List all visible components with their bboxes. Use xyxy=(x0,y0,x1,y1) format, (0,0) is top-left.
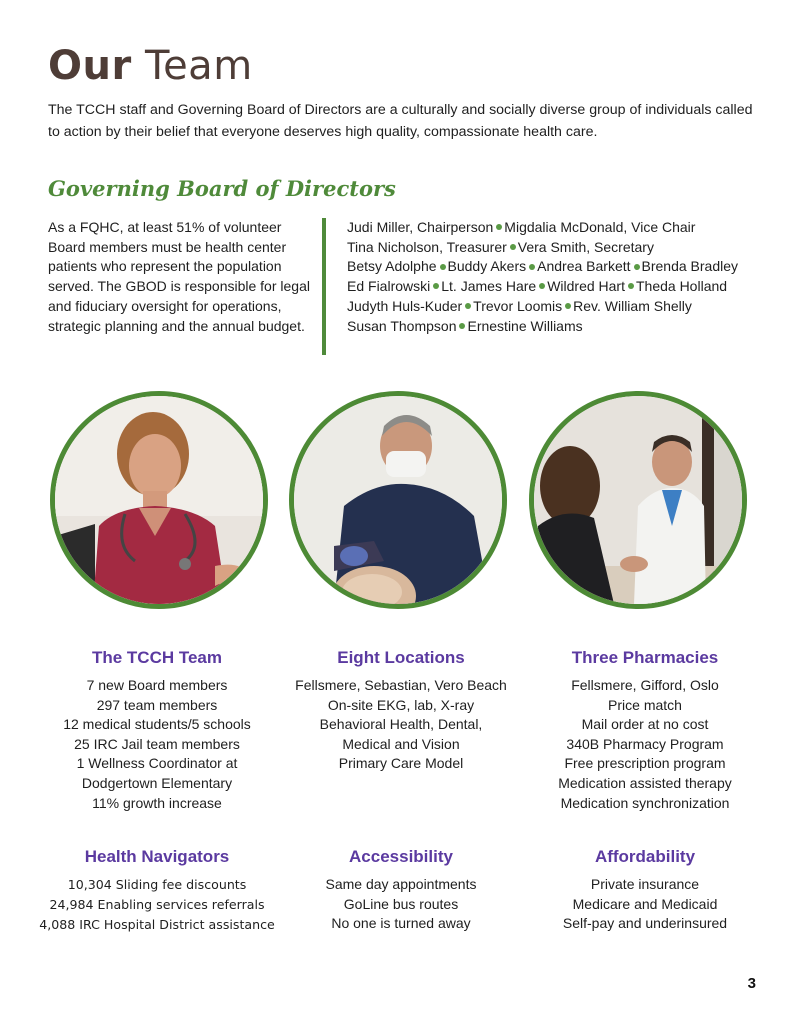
highlight-list xyxy=(27,875,287,935)
board-member-name: Brenda Bradley xyxy=(641,258,739,275)
highlight-item: 297 team members xyxy=(96,696,218,713)
highlight-health-navigators xyxy=(27,847,287,935)
highlight-list xyxy=(271,676,531,774)
board-member-name: Judyth Huls-Kuder xyxy=(347,297,463,314)
highlight-item: Fellsmere, Sebastian, Vero Beach xyxy=(295,677,507,693)
bullet-dot-icon xyxy=(465,303,471,309)
title-bold: Our xyxy=(48,43,132,89)
photo-staff-member xyxy=(50,391,268,609)
highlight-item: Same day appointments xyxy=(325,876,477,892)
bullet-dot-icon xyxy=(628,283,634,289)
highlight-heading: Health Navigators xyxy=(84,847,230,866)
board-member-name: Trevor Loomis xyxy=(473,297,563,314)
board-member-name: Migdalia McDonald, Vice Chair xyxy=(504,219,696,235)
board-member-name: Wildred Hart xyxy=(547,278,625,295)
board-member-name: Ed Fialrowski xyxy=(347,278,431,295)
highlight-affordability xyxy=(515,847,775,934)
bullet-dot-icon xyxy=(529,264,535,270)
board-members-list xyxy=(347,218,787,336)
highlight-heading: Accessibility xyxy=(349,847,453,866)
bullet-dot-icon xyxy=(634,264,640,270)
highlight-tcch-team xyxy=(27,648,287,813)
highlight-list xyxy=(271,875,531,934)
highlight-item: Medical and Vision xyxy=(342,735,460,752)
board-member-name: Lt. James Hare xyxy=(441,278,537,295)
highlight-accessibility xyxy=(271,847,531,934)
highlight-item: Dodgertown Elementary xyxy=(81,774,233,791)
board-member-line xyxy=(347,277,787,297)
board-member-name: Theda Holland xyxy=(635,278,728,295)
highlight-item: Fellsmere, Gifford, Oslo xyxy=(571,677,719,693)
highlight-three-pharmacies xyxy=(515,648,775,813)
board-member-name: Tina Nicholson, Treasurer xyxy=(347,238,507,255)
bullet-dot-icon xyxy=(565,303,571,309)
highlight-item: 24,984 Enabling services referrals xyxy=(49,897,265,912)
highlight-item: 340B Pharmacy Program xyxy=(566,735,724,752)
board-member-name: Betsy Adolphe xyxy=(347,258,437,275)
highlight-heading: Affordability xyxy=(594,847,696,866)
highlight-item: Medication synchronization xyxy=(560,794,730,811)
highlight-eight-locations xyxy=(271,648,531,774)
highlight-item: 4,088 IRC Hospital District assistance xyxy=(39,917,275,932)
highlight-item: Medicare and Medicaid xyxy=(572,895,718,912)
page-title xyxy=(48,42,253,90)
highlight-item: 12 medical students/5 schools xyxy=(63,716,251,733)
gbod-heading: Governing Board of Directors xyxy=(48,176,396,201)
highlight-item: 25 IRC Jail team members xyxy=(74,735,240,752)
title-rest: Team xyxy=(144,43,253,89)
highlight-item: Private insurance xyxy=(590,876,700,892)
intro-paragraph: The TCCH staff and Governing Board of Directors are a culturally and socially diverse group of individuals called to action by their belief that everyone deserves high quality, compassionate health care. xyxy=(48,102,753,140)
board-member-name: Buddy Akers xyxy=(447,258,527,275)
highlight-item: Price match xyxy=(608,696,682,713)
highlight-item: Primary Care Model xyxy=(338,755,464,772)
bullet-dot-icon xyxy=(539,283,545,289)
highlight-item: Self-pay and underinsured xyxy=(562,915,728,932)
bullet-dot-icon xyxy=(496,224,502,230)
highlight-item: 7 new Board members xyxy=(86,677,228,693)
board-member-line xyxy=(347,317,787,337)
page-number: 3 xyxy=(747,975,756,992)
highlight-item: Behavioral Health, Dental, xyxy=(319,716,483,733)
board-member-name: Ernestine Williams xyxy=(467,317,583,334)
board-member-name: Vera Smith, Secretary xyxy=(517,238,654,255)
board-member-line xyxy=(347,238,787,258)
board-member-line xyxy=(347,297,787,317)
photo-dentist xyxy=(289,391,507,609)
section-divider xyxy=(322,218,326,355)
highlight-item: Mail order at no cost xyxy=(581,716,709,733)
board-member-name: Andrea Barkett xyxy=(537,258,631,275)
bullet-dot-icon xyxy=(459,323,465,329)
highlight-item: 1 Wellness Coordinator at xyxy=(76,755,238,772)
bullet-dot-icon xyxy=(433,283,439,289)
highlight-item: 10,304 Sliding fee discounts xyxy=(67,877,247,892)
gbod-description: As a FQHC, at least 51% of volunteer Board members must be health center patients who represent the population served. The GBOD is responsible for legal and fiduciary oversight for operations, strategic planning and the annual budget. xyxy=(48,219,310,334)
highlight-heading: Three Pharmacies xyxy=(571,648,719,667)
board-member-line xyxy=(347,257,787,277)
highlight-item: On-site EKG, lab, X-ray xyxy=(327,696,475,713)
highlight-heading: Eight Locations xyxy=(337,648,465,667)
photo-pharmacist xyxy=(529,391,747,609)
board-member-line xyxy=(347,218,787,238)
highlight-list xyxy=(515,875,775,934)
highlight-item: Free prescription program xyxy=(564,755,726,772)
highlight-item: 11% growth increase xyxy=(92,794,222,811)
board-member-name: Rev. William Shelly xyxy=(573,297,692,314)
highlight-item: No one is turned away xyxy=(331,915,471,932)
highlight-list xyxy=(27,676,287,813)
board-member-name: Susan Thompson xyxy=(347,317,457,334)
highlight-item: GoLine bus routes xyxy=(343,895,459,912)
highlight-heading: The TCCH Team xyxy=(91,648,223,667)
bullet-dot-icon xyxy=(510,244,516,250)
highlight-list xyxy=(515,676,775,813)
bullet-dot-icon xyxy=(440,264,446,270)
highlight-item: Medication assisted therapy xyxy=(558,774,732,791)
board-member-name: Judi Miller, Chairperson xyxy=(347,219,494,235)
